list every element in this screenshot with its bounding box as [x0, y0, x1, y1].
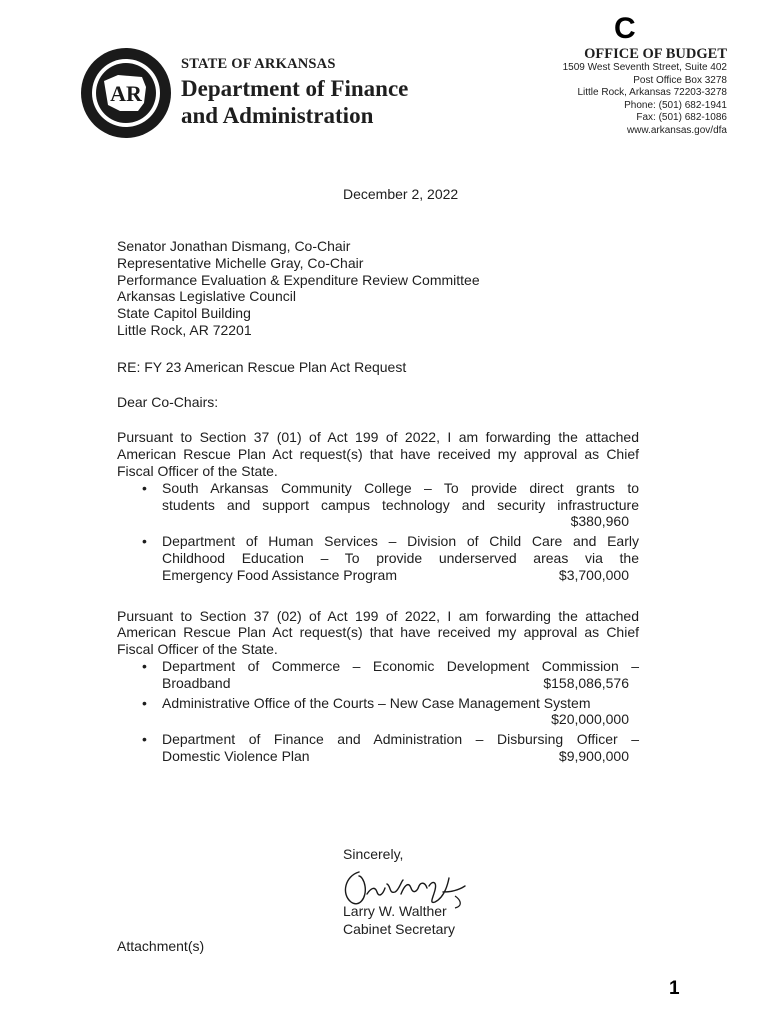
bullet-icon: •	[142, 657, 147, 674]
signer-block	[343, 902, 455, 938]
attachments-note: Attachment(s)	[117, 938, 205, 954]
list-item: • Department of Human Services – Division of Child Care and Early Childhood Education – To provide underserved areas via the Emergency Food Assistance Program $3,700,000	[142, 533, 639, 583]
office-city: Little Rock, Arkansas 72203-3278	[577, 87, 727, 98]
dfa-seal-icon	[80, 47, 172, 139]
office-po-box: Post Office Box 3278	[633, 74, 727, 86]
office-title: OFFICE OF BUDGET	[584, 46, 727, 62]
office-address: 1509 West Seventh Street, Suite 402	[562, 62, 727, 73]
letter-date: December 2, 2022	[343, 186, 459, 202]
subject-line: RE: FY 23 American Rescue Plan Act Request	[117, 358, 407, 375]
paragraph-section-37-01: Pursuant to Section 37 (01) of Act 199 of 2022, I am forwarding the attached American Rescue Plan Act request(s) that have received my approval as Chief Fiscal Officer of the State.	[117, 429, 639, 479]
office-contact-block	[563, 46, 727, 137]
list-item: • Department of Commerce – Economic Development Commission – Broadband $158,086,576	[142, 657, 639, 691]
list-item: • Department of Finance and Administration – Disbursing Officer – Domestic Violence Plan $9,900,000	[142, 731, 639, 764]
office-fax: Fax: (501) 682-1086	[636, 112, 727, 123]
department-line-1: Department of Finance	[181, 76, 409, 101]
bullet-icon: •	[142, 694, 147, 711]
recipient-line: Arkansas Legislative Council	[117, 288, 296, 305]
signer-title: Cabinet Secretary	[343, 921, 456, 937]
exhibit-label: C	[614, 12, 636, 45]
list-item: • Administrative Office of the Courts – New Case Management System $20,000,000	[117, 695, 639, 729]
letterhead-state: STATE OF ARKANSAS	[181, 56, 336, 72]
bullet-icon: •	[142, 533, 147, 550]
paragraph-section-37-02: Pursuant to Section 37 (02) of Act 199 of 2022, I am forwarding the attached American Rescue Plan Act request(s) that have received my approval as Chief Fiscal Officer of the State.	[117, 607, 639, 658]
signer-name: Larry W. Walther	[343, 903, 447, 919]
department-line-2: and Administration	[181, 103, 374, 128]
request-amount: $380,960	[570, 513, 629, 530]
seal-text: AR	[110, 81, 142, 106]
request-list-37-02	[117, 658, 639, 765]
office-website: www.arkansas.gov/dfa	[626, 124, 727, 136]
recipient-address	[117, 238, 639, 339]
closing: Sincerely,	[343, 846, 404, 862]
request-amount: $20,000,000	[551, 711, 629, 728]
letterhead-department	[181, 75, 408, 129]
salutation: Dear Co-Chairs:	[117, 393, 219, 410]
recipient-line: Performance Evaluation & Expenditure Review Committee	[117, 271, 480, 288]
office-phone: Phone: (501) 682-1941	[624, 99, 727, 111]
bullet-icon: •	[142, 731, 147, 748]
page-number: 1	[669, 978, 680, 999]
letter-body	[117, 238, 639, 765]
recipient-line: Senator Jonathan Dismang, Co-Chair	[117, 238, 351, 254]
recipient-line: Little Rock, AR 72201	[117, 321, 252, 338]
recipient-line: State Capitol Building	[117, 305, 251, 322]
request-list-37-01	[117, 480, 639, 584]
bullet-icon: •	[142, 479, 147, 496]
recipient-line: Representative Michelle Gray, Co-Chair	[117, 254, 364, 271]
request-amount: $158,086,576	[543, 674, 629, 691]
request-amount: $9,900,000	[558, 747, 629, 764]
request-amount: $3,700,000	[558, 566, 629, 583]
list-item: • South Arkansas Community College – To provide direct grants to students and support campus technology and security infrastructure $380,960	[142, 479, 639, 530]
